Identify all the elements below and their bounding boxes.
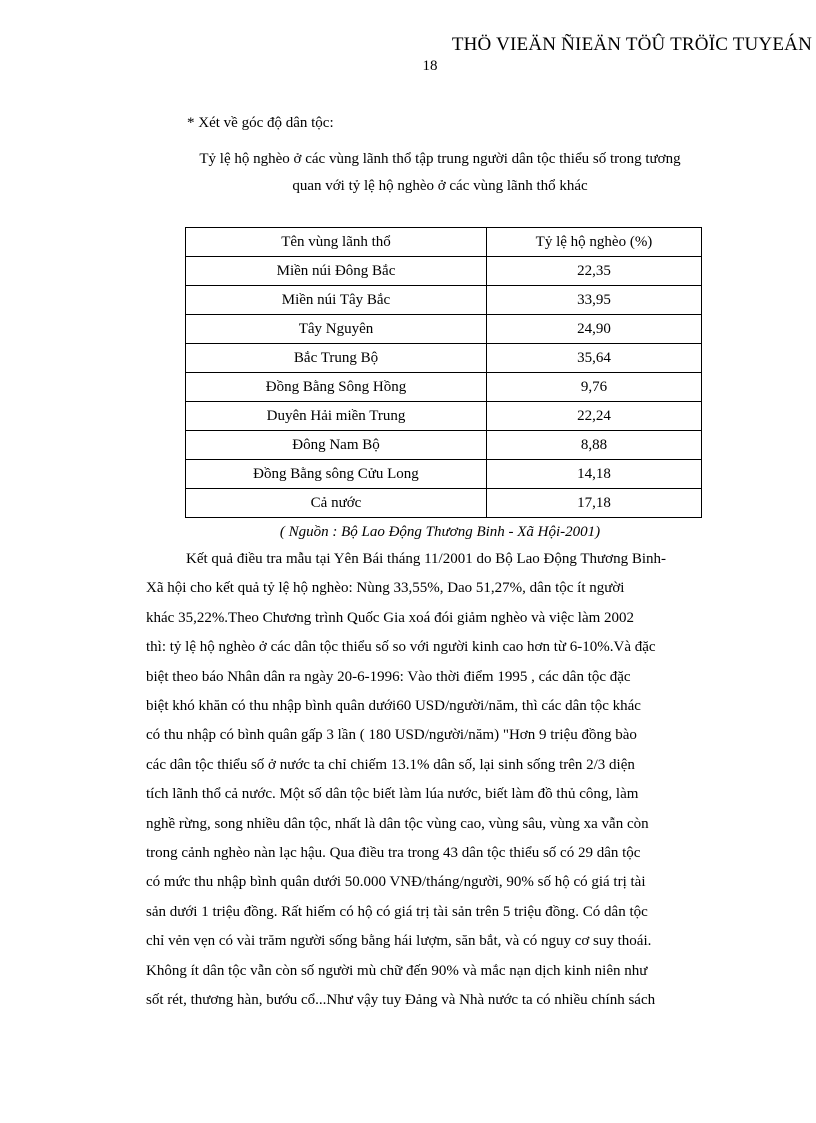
page-number: 18	[422, 58, 438, 74]
region-cell: Tây Nguyên	[186, 315, 487, 344]
rate-cell: 14,18	[487, 460, 702, 489]
region-cell: Đồng Bằng Sông Hồng	[186, 373, 487, 402]
table-row	[186, 460, 702, 489]
body-line: sốt rét, thương hàn, bướu cổ...Như vậy tuy Đảng và Nhà nước ta có nhiều chính sách	[146, 992, 656, 1009]
body-line: biệt theo báo Nhân dân ra ngày 20-6-1996: Vào thời điểm 1995 , các dân tộc đặc	[146, 668, 631, 685]
body-line: biệt khó khăn có thu nhập bình quân dưới60 USD/người/năm, thì các dân tộc khác	[146, 698, 641, 715]
body-line: thì: tỷ lệ hộ nghèo ở các dân tộc thiểu số so với người kinh cao hơn từ 6-10%.Và đặc	[146, 639, 656, 656]
region-cell: Duyên Hải miền Trung	[186, 402, 487, 431]
rate-cell: 35,64	[487, 344, 702, 373]
table-row	[186, 402, 702, 431]
body-line: có mức thu nhập bình quân dưới 50.000 VNĐ/tháng/người, 90% số hộ có giá trị tài	[146, 874, 646, 891]
rate-cell: 22,24	[487, 402, 702, 431]
rate-cell: 8,88	[487, 431, 702, 460]
body-line: trong cảnh nghèo nàn lạc hậu. Qua điều tra trong 43 dân tộc thiểu số có 29 dân tộc	[146, 845, 641, 862]
region-cell: Miền núi Đông Bắc	[186, 257, 487, 286]
body-line: sản dưới 1 triệu đồng. Rất hiếm có hộ có giá trị tài sản trên 5 triệu đồng. Có dân tộc	[146, 903, 648, 920]
poverty-rate-table	[185, 227, 702, 518]
region-cell: Cả nước	[186, 489, 487, 518]
body-line: các dân tộc thiểu số ở nước ta chỉ chiếm 13.1% dân số, lại sinh sống trên 2/3 diện	[146, 756, 635, 773]
rate-cell: 9,76	[487, 373, 702, 402]
body-line: có thu nhập có bình quân gấp 3 lần ( 180 USD/người/năm) "Hơn 9 triệu đồng bào	[146, 727, 637, 744]
table-row	[186, 257, 702, 286]
table-header-row	[186, 228, 702, 257]
page-header-title: THÖ VIEÄN ÑIEÄN TÖÛ TRÖÏC TUYEÁN	[451, 34, 812, 55]
body-line: Không ít dân tộc vẫn còn số người mù chữ đến 90% và mắc nạn dịch kinh niên như	[146, 962, 648, 979]
table-row	[186, 286, 702, 315]
table-row	[186, 315, 702, 344]
body-line: Kết quả điều tra mẫu tại Yên Bái tháng 11/2001 do Bộ Lao Động Thương Binh-	[186, 551, 667, 567]
region-cell: Đông Nam Bộ	[186, 431, 487, 460]
rate-cell: 33,95	[487, 286, 702, 315]
body-line: Xã hội cho kết quả tỷ lệ hộ nghèo: Nùng 33,55%, Dao 51,27%, dân tộc ít người	[146, 580, 625, 597]
header-region: Tên vùng lãnh thổ	[186, 228, 487, 257]
rate-cell: 24,90	[487, 315, 702, 344]
body-line: chỉ vẻn vẹn có vài trăm người sống bằng hái lượm, săn bắt, và có nguy cơ suy thoái.	[146, 933, 652, 950]
body-line: nghề rừng, song nhiều dân tộc, nhất là dân tộc vùng cao, vùng sâu, vùng xa vẫn còn	[146, 815, 649, 832]
region-cell: Đồng Bằng sông Cửu Long	[186, 460, 487, 489]
region-cell: Bắc Trung Bộ	[186, 344, 487, 373]
table-caption	[150, 146, 730, 200]
table-row-total	[186, 489, 702, 518]
header-poverty-rate: Tỷ lệ hộ nghèo (%)	[487, 228, 702, 257]
table-row	[186, 344, 702, 373]
body-line: khác 35,22%.Theo Chương trình Quốc Gia xoá đói giảm nghèo và việc làm 2002	[146, 609, 635, 626]
table-row	[186, 373, 702, 402]
table-source-note: ( Nguồn : Bộ Lao Động Thương Binh - Xã Hội-2001)	[279, 524, 601, 540]
rate-cell: 22,35	[487, 257, 702, 286]
body-line: tích lãnh thổ cả nước. Một số dân tộc biết làm lúa nước, biết làm đồ thủ công, làm	[146, 786, 639, 803]
table-caption-line-1: Tỷ lệ hộ nghèo ở các vùng lãnh thổ tập trung người dân tộc thiểu số trong tương	[199, 151, 681, 167]
table-row	[186, 431, 702, 460]
table-caption-line-2: quan với tỷ lệ hộ nghèo ở các vùng lãnh thổ khác	[292, 178, 588, 194]
rate-cell: 17,18	[487, 489, 702, 518]
body-paragraph	[146, 545, 712, 1016]
section-heading: * Xét về góc độ dân tộc:	[187, 115, 334, 131]
region-cell: Miền núi Tây Bắc	[186, 286, 487, 315]
